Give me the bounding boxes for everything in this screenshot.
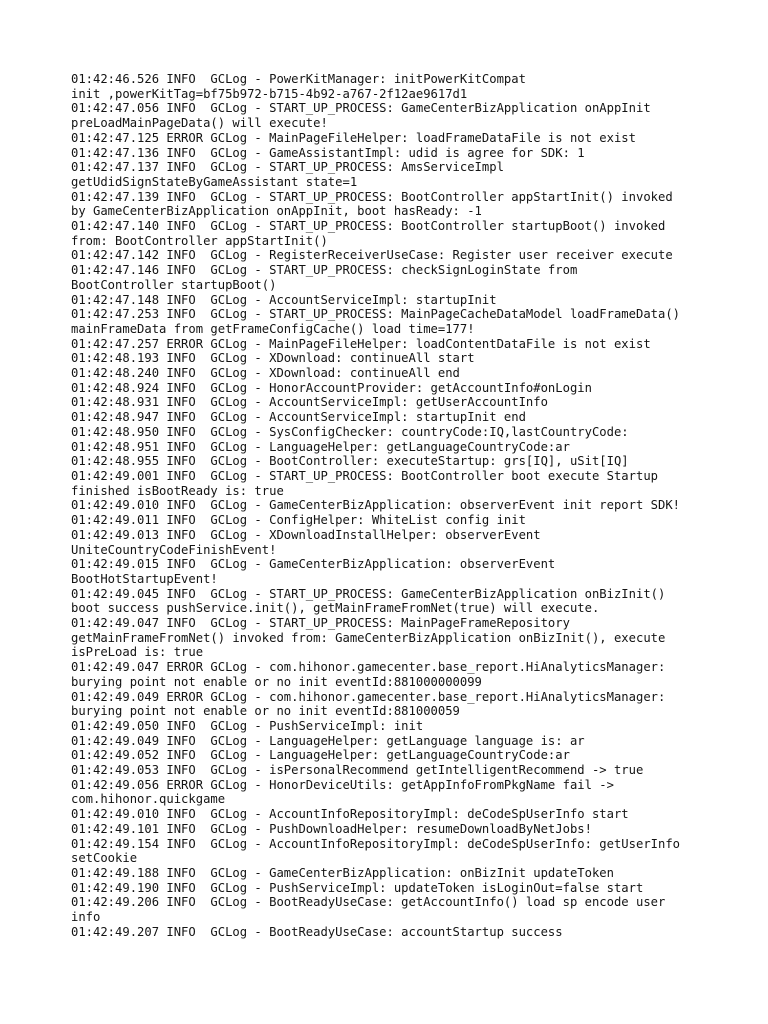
log-line: init ,powerKitTag=bf75b972-b715-4b92-a767-2f12ae9617d1: [71, 86, 468, 101]
log-line: mainFrameData from getFrameConfigCache() load time=177!: [71, 321, 475, 336]
log-line: com.hihonor.quickgame: [71, 792, 226, 807]
log-line: 01:42:47.146 INFO GCLog - START_UP_PROCESS: checkSignLoginState from: [71, 263, 578, 278]
log-document: [71, 72, 711, 939]
log-line: 01:42:49.010 INFO GCLog - AccountInfoRepositoryImpl: deCodeSpUserInfo start: [71, 807, 629, 822]
log-line: from: BootController appStartInit(): [71, 233, 328, 248]
log-line: boot success pushService.init(), getMainFrameFromNet(true) will execute.: [71, 601, 600, 616]
log-line: setCookie: [71, 851, 138, 866]
log-line: 01:42:47.140 INFO GCLog - START_UP_PROCESS: BootController startupBoot() invoked: [71, 219, 666, 234]
log-line: 01:42:48.951 INFO GCLog - LanguageHelper: getLanguageCountryCode:ar: [71, 439, 570, 454]
log-line: 01:42:49.053 INFO GCLog - isPersonalRecommend getIntelligentRecommend -> true: [71, 763, 644, 778]
log-line: 01:42:49.154 INFO GCLog - AccountInfoRepositoryImpl: deCodeSpUserInfo: getUserInfo: [71, 836, 681, 851]
log-line: 01:42:49.047 INFO GCLog - START_UP_PROCESS: MainPageFrameRepository: [71, 616, 570, 631]
log-line: 01:42:48.955 INFO GCLog - BootController: executeStartup: grs[IQ], uSit[IQ]: [71, 454, 629, 469]
log-line: 01:42:49.052 INFO GCLog - LanguageHelper: getLanguageCountryCode:ar: [71, 748, 570, 763]
log-line: 01:42:47.136 INFO GCLog - GameAssistantImpl: udid is agree for SDK: 1: [71, 145, 585, 160]
log-line: 01:42:49.047 ERROR GCLog - com.hihonor.gamecenter.base_report.HiAnalyticsManager:: [71, 660, 666, 675]
log-line: burying point not enable or no init eventId:881000059: [71, 704, 460, 719]
log-line: BootHotStartupEvent!: [71, 571, 218, 586]
log-line: 01:42:48.924 INFO GCLog - HonorAccountProvider: getAccountInfo#onLogin: [71, 380, 592, 395]
log-line: preLoadMainPageData() will execute!: [71, 116, 328, 131]
log-line: 01:42:48.240 INFO GCLog - XDownload: continueAll end: [71, 366, 460, 381]
log-line: 01:42:47.125 ERROR GCLog - MainPageFileHelper: loadFrameDataFile is not exist: [71, 130, 636, 145]
log-line: 01:42:49.050 INFO GCLog - PushServiceImpl: init: [71, 718, 424, 733]
log-line: 01:42:48.950 INFO GCLog - SysConfigChecker: countryCode:IQ,lastCountryCode:: [71, 424, 629, 439]
log-line: UniteCountryCodeFinishEvent!: [71, 542, 277, 557]
log-line: 01:42:47.139 INFO GCLog - START_UP_PROCESS: BootController appStartInit() invoked: [71, 189, 673, 204]
log-line: 01:42:49.010 INFO GCLog - GameCenterBizApplication: observerEvent init report SDK!: [71, 498, 681, 513]
log-line: finished isBootReady is: true: [71, 483, 284, 498]
log-line: getMainFrameFromNet() invoked from: GameCenterBizApplication onBizInit(), execute: [71, 630, 666, 645]
log-line: 01:42:49.206 INFO GCLog - BootReadyUseCase: getAccountInfo() load sp encode user: [71, 895, 666, 910]
log-line: 01:42:49.013 INFO GCLog - XDownloadInstallHelper: observerEvent: [71, 527, 541, 542]
log-line: 01:42:47.253 INFO GCLog - START_UP_PROCESS: MainPageCacheDataModel loadFrameData(): [71, 307, 681, 322]
log-line: 01:42:49.049 INFO GCLog - LanguageHelper: getLanguage language is: ar: [71, 733, 585, 748]
log-line: 01:42:49.101 INFO GCLog - PushDownloadHelper: resumeDownloadByNetJobs!: [71, 821, 592, 836]
log-line: 01:42:47.257 ERROR GCLog - MainPageFileHelper: loadContentDataFile is not exist: [71, 336, 651, 351]
log-line: info: [71, 910, 101, 925]
log-line: 01:42:49.056 ERROR GCLog - HonorDeviceUtils: getAppInfoFromPkgName fail ->: [71, 777, 614, 792]
log-line: 01:42:49.001 INFO GCLog - START_UP_PROCESS: BootController boot execute Startup: [71, 468, 658, 483]
log-line: 01:42:49.011 INFO GCLog - ConfigHelper: WhiteList config init: [71, 513, 526, 528]
log-line: getUdidSignStateByGameAssistant state=1: [71, 174, 358, 189]
log-line: burying point not enable or no init eventId:881000000099: [71, 674, 482, 689]
log-line: by GameCenterBizApplication onAppInit, boot hasReady: -1: [71, 204, 482, 219]
log-line: 01:42:48.193 INFO GCLog - XDownload: continueAll start: [71, 351, 475, 366]
log-line: 01:42:49.045 INFO GCLog - START_UP_PROCESS: GameCenterBizApplication onBizInit(): [71, 586, 666, 601]
log-line: BootController startupBoot(): [71, 277, 277, 292]
log-line: 01:42:47.137 INFO GCLog - START_UP_PROCESS: AmsServiceImpl: [71, 160, 504, 175]
log-line: 01:42:47.142 INFO GCLog - RegisterReceiverUseCase: Register user receiver execute: [71, 248, 673, 263]
log-line: isPreLoad is: true: [71, 645, 204, 660]
log-line: 01:42:49.190 INFO GCLog - PushServiceImpl: updateToken isLoginOut=false start: [71, 880, 644, 895]
log-line: 01:42:46.526 INFO GCLog - PowerKitManager: initPowerKitCompat: [71, 72, 526, 86]
log-line: 01:42:48.931 INFO GCLog - AccountServiceImpl: getUserAccountInfo: [71, 395, 548, 410]
log-line: 01:42:49.207 INFO GCLog - BootReadyUseCase: accountStartup success: [71, 924, 563, 939]
log-line: 01:42:49.015 INFO GCLog - GameCenterBizApplication: observerEvent: [71, 557, 556, 572]
log-line: 01:42:49.188 INFO GCLog - GameCenterBizApplication: onBizInit updateToken: [71, 865, 614, 880]
log-line: 01:42:47.148 INFO GCLog - AccountServiceImpl: startupInit: [71, 292, 497, 307]
log-line: 01:42:47.056 INFO GCLog - START_UP_PROCESS: GameCenterBizApplication onAppInit: [71, 101, 651, 116]
log-line: 01:42:48.947 INFO GCLog - AccountServiceImpl: startupInit end: [71, 410, 526, 425]
log-line: 01:42:49.049 ERROR GCLog - com.hihonor.gamecenter.base_report.HiAnalyticsManager:: [71, 689, 666, 704]
